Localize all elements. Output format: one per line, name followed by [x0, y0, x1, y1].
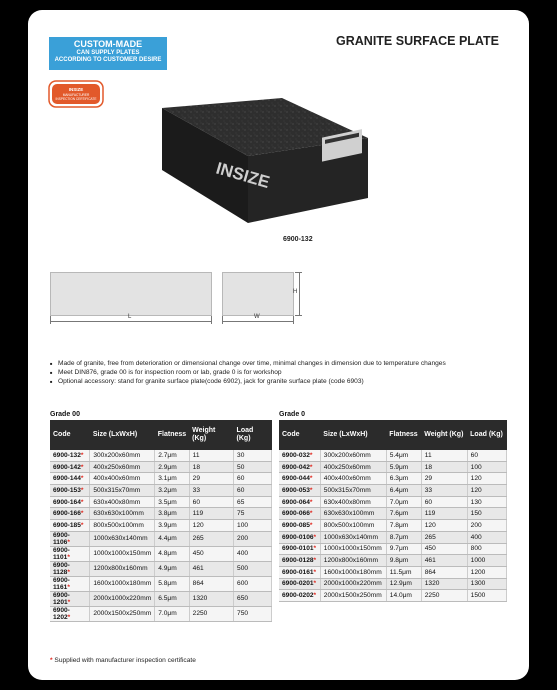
code-cell	[50, 606, 90, 621]
product-code: 6900-164	[53, 498, 81, 506]
weight-cell: 864	[421, 566, 467, 578]
badge-line: ACCORDING TO CUSTOMER DESIRE	[54, 57, 162, 63]
product-code: 6900-166	[53, 510, 81, 518]
badge-title: CUSTOM-MADE	[73, 39, 143, 49]
certificate-star-icon: *	[309, 510, 313, 518]
size-cell: 630x630x100mm	[90, 508, 155, 520]
size-cell: 2000x1500x250mm	[320, 590, 386, 602]
code-cell	[50, 508, 90, 520]
code-cell	[279, 578, 320, 590]
weight-cell: 11	[189, 450, 233, 461]
photo-caption: 6900-132	[283, 236, 313, 243]
code-cell	[279, 461, 320, 473]
load-cell: 650	[234, 591, 272, 606]
product-code: 6900-066	[282, 510, 310, 518]
certificate-star-icon: *	[80, 486, 84, 494]
code-cell	[279, 473, 320, 485]
table-row	[50, 450, 272, 461]
cert-brand: INSIZE	[68, 87, 84, 92]
product-code: 6900-144	[53, 475, 81, 483]
flatness-cell: 7.0μm	[155, 606, 189, 621]
weight-cell: 864	[189, 576, 233, 591]
dim-tick	[222, 316, 223, 324]
weight-cell: 18	[189, 461, 233, 473]
certificate-star-icon: *	[80, 451, 84, 459]
table-row	[50, 496, 272, 508]
certificate-star-icon: *	[309, 521, 313, 529]
code-cell	[50, 546, 90, 561]
weight-cell: 2250	[421, 590, 467, 602]
inspection-certificate-logo	[48, 80, 104, 108]
flatness-cell: 12.9μm	[386, 578, 421, 590]
code-cell	[279, 485, 320, 497]
weight-cell: 60	[421, 496, 467, 508]
load-cell: 1200	[467, 566, 506, 578]
dim-tick	[293, 316, 294, 324]
width-label: W	[254, 314, 260, 320]
load-cell: 30	[234, 450, 272, 461]
product-code: 6900-0202	[282, 592, 314, 600]
product-code: 6900-064	[282, 498, 310, 506]
table-row	[279, 555, 507, 567]
certificate-star-icon: *	[80, 498, 84, 506]
size-cell: 500x315x70mm	[320, 485, 386, 497]
table-row	[279, 566, 507, 578]
flatness-cell: 3.2μm	[155, 485, 189, 497]
flatness-cell: 4.8μm	[155, 546, 189, 561]
product-code: 6900-042	[282, 463, 310, 471]
flatness-cell: 9.8μm	[386, 555, 421, 567]
feature-notes	[50, 359, 450, 386]
flatness-cell: 6.3μm	[386, 473, 421, 485]
product-code: 6900-0101	[282, 545, 314, 553]
load-cell: 1500	[467, 590, 506, 602]
catalog-page	[28, 10, 529, 680]
size-cell: 400x250x60mm	[320, 461, 386, 473]
flatness-cell: 14.0μm	[386, 590, 421, 602]
product-code: 6900-1128	[53, 561, 70, 576]
table-row	[50, 606, 272, 621]
certificate-star-icon: *	[67, 568, 70, 576]
flatness-cell: 8.7μm	[386, 531, 421, 543]
table-row	[50, 531, 272, 546]
flatness-cell: 5.8μm	[155, 576, 189, 591]
height-dimension-line	[299, 272, 300, 316]
table-row	[50, 473, 272, 485]
flatness-cell: 11.5μm	[386, 566, 421, 578]
certificate-star-icon: *	[80, 510, 84, 518]
weight-cell: 450	[189, 546, 233, 561]
product-code: 6900-153	[53, 486, 81, 494]
load-cell: 100	[234, 520, 272, 532]
footnote	[50, 657, 196, 664]
table-row	[50, 546, 272, 561]
table-row	[279, 461, 507, 473]
table-row	[279, 520, 507, 532]
size-cell: 2000x1500x250mm	[90, 606, 155, 621]
certificate-star-icon: *	[80, 475, 84, 483]
note-item: ■ Made of granite, free from deterioration or dimensional change over time, minimal changes in dimension due to temperature changes	[50, 359, 450, 368]
weight-cell: 119	[421, 508, 467, 520]
certificate-star-icon: *	[313, 557, 317, 565]
table-row	[279, 473, 507, 485]
size-cell: 1600x1000x180mm	[90, 576, 155, 591]
product-code: 6900-0201	[282, 580, 314, 588]
table-row	[50, 461, 272, 473]
size-cell: 1200x800x160mm	[320, 555, 386, 567]
code-cell	[50, 485, 90, 497]
load-cell: 60	[234, 473, 272, 485]
product-code: 6900-085	[282, 521, 310, 529]
weight-cell: 120	[421, 520, 467, 532]
col-code: Code	[50, 420, 90, 450]
height-label: H	[293, 289, 298, 295]
code-cell	[279, 496, 320, 508]
flatness-cell: 5.9μm	[386, 461, 421, 473]
code-cell	[50, 496, 90, 508]
dim-tick	[211, 316, 212, 324]
table-row	[50, 508, 272, 520]
load-cell: 100	[467, 461, 506, 473]
footnote-star: *	[50, 657, 53, 664]
load-cell: 800	[467, 543, 506, 555]
flatness-cell: 6.5μm	[155, 591, 189, 606]
code-cell	[279, 590, 320, 602]
product-code: 6900-185	[53, 521, 81, 529]
plate-side-diagram	[222, 272, 294, 316]
weight-cell: 11	[421, 450, 467, 461]
size-cell: 800x500x100mm	[90, 520, 155, 532]
size-cell: 400x400x60mm	[320, 473, 386, 485]
size-cell: 400x400x60mm	[90, 473, 155, 485]
flatness-cell: 3.5μm	[155, 496, 189, 508]
note-item: ■ Optional accessory: stand for granite surface plate(code 6902), jack for granite surface plate (code 6903)	[50, 377, 450, 386]
table-row	[50, 520, 272, 532]
col-load: Load (Kg)	[467, 420, 506, 450]
load-cell: 750	[234, 606, 272, 621]
code-cell	[279, 555, 320, 567]
code-cell	[279, 520, 320, 532]
product-code: 6900-032	[282, 451, 310, 459]
weight-cell: 29	[189, 473, 233, 485]
size-cell: 300x200x60mm	[90, 450, 155, 461]
load-cell: 1300	[467, 578, 506, 590]
col-size: Size (LxWxH)	[90, 420, 155, 450]
size-cell: 800x500x100mm	[320, 520, 386, 532]
size-cell: 1600x1000x180mm	[320, 566, 386, 578]
load-cell: 65	[234, 496, 272, 508]
table-row	[50, 485, 272, 497]
dim-tick	[50, 316, 51, 324]
product-code: 6900-0161	[282, 568, 314, 576]
col-weight: Weight (Kg)	[421, 420, 467, 450]
flatness-cell: 5.4μm	[386, 450, 421, 461]
grade00-label: Grade 00	[50, 411, 80, 418]
code-cell	[279, 566, 320, 578]
weight-cell: 119	[189, 508, 233, 520]
load-cell: 130	[467, 496, 506, 508]
code-cell	[279, 508, 320, 520]
size-cell: 1200x800x160mm	[90, 561, 155, 576]
product-code: 6900-1106	[53, 531, 70, 546]
grade00-table	[50, 420, 272, 622]
size-cell: 400x250x60mm	[90, 461, 155, 473]
size-cell: 630x630x100mm	[320, 508, 386, 520]
size-cell: 2000x1000x220mm	[90, 591, 155, 606]
table-row	[279, 590, 507, 602]
table-row	[279, 578, 507, 590]
certificate-star-icon: *	[67, 538, 70, 546]
badge-line: CAN SUPPLY PLATES	[76, 50, 140, 56]
load-cell: 60	[467, 450, 506, 461]
certificate-star-icon: *	[309, 463, 313, 471]
code-cell	[50, 576, 90, 591]
certificate-star-icon: *	[309, 498, 313, 506]
flatness-cell: 4.9μm	[155, 561, 189, 576]
load-cell: 75	[234, 508, 272, 520]
size-cell: 300x200x60mm	[320, 450, 386, 461]
load-cell: 400	[234, 546, 272, 561]
code-cell	[279, 543, 320, 555]
product-code: 6900-0128	[282, 557, 314, 565]
table-row	[279, 496, 507, 508]
col-weight: Weight (Kg)	[189, 420, 233, 450]
certificate-star-icon: *	[67, 613, 71, 621]
code-cell	[279, 450, 320, 461]
size-cell: 1000x1000x150mm	[90, 546, 155, 561]
load-cell: 120	[467, 473, 506, 485]
weight-cell: 2250	[189, 606, 233, 621]
table-row	[50, 576, 272, 591]
length-label: L	[128, 314, 132, 320]
code-cell	[50, 450, 90, 461]
col-flatness: Flatness	[155, 420, 189, 450]
certificate-star-icon: *	[313, 580, 317, 588]
table-row	[50, 591, 272, 606]
size-cell: 1000x630x140mm	[90, 531, 155, 546]
weight-cell: 1320	[421, 578, 467, 590]
code-cell	[50, 591, 90, 606]
weight-cell: 29	[421, 473, 467, 485]
code-cell	[279, 531, 320, 543]
flatness-cell: 3.1μm	[155, 473, 189, 485]
certificate-star-icon: *	[313, 533, 317, 541]
cert-line: MANUFACTURER	[62, 93, 90, 97]
table-row	[50, 561, 272, 576]
certificate-star-icon: *	[309, 451, 313, 459]
custom-made-badge	[49, 37, 167, 70]
load-cell: 150	[467, 508, 506, 520]
grade0-table	[279, 420, 507, 602]
product-code: 6900-142	[53, 463, 81, 471]
col-size: Size (LxWxH)	[320, 420, 386, 450]
certificate-star-icon: *	[313, 592, 317, 600]
product-code: 6900-044	[282, 475, 310, 483]
weight-cell: 33	[421, 485, 467, 497]
size-cell: 1000x1000x150mm	[320, 543, 386, 555]
code-cell	[50, 561, 90, 576]
table-row	[279, 531, 507, 543]
flatness-cell: 2.9μm	[155, 461, 189, 473]
footnote-text: Supplied with manufacturer inspection certificate	[54, 657, 196, 664]
weight-cell: 120	[189, 520, 233, 532]
weight-cell: 461	[189, 561, 233, 576]
table-row	[279, 485, 507, 497]
product-code: 6900-132	[53, 451, 81, 459]
product-code: 6900-1161	[53, 576, 70, 591]
grade0-label: Grade 0	[279, 411, 306, 418]
load-cell: 60	[234, 485, 272, 497]
product-code: 6900-0106	[282, 533, 314, 541]
certificate-star-icon: *	[309, 475, 313, 483]
flatness-cell: 7.8μm	[386, 520, 421, 532]
certificate-star-icon: *	[309, 486, 313, 494]
weight-cell: 265	[421, 531, 467, 543]
weight-cell: 461	[421, 555, 467, 567]
certificate-star-icon: *	[80, 521, 84, 529]
product-code: 6900-1101	[53, 546, 70, 561]
code-cell	[50, 473, 90, 485]
size-cell: 500x315x70mm	[90, 485, 155, 497]
table-row	[279, 543, 507, 555]
certificate-star-icon: *	[313, 545, 317, 553]
col-load: Load (Kg)	[234, 420, 272, 450]
flatness-cell: 2.7μm	[155, 450, 189, 461]
code-cell	[50, 520, 90, 532]
col-flatness: Flatness	[386, 420, 421, 450]
weight-cell: 450	[421, 543, 467, 555]
size-cell: 1000x630x140mm	[320, 531, 386, 543]
weight-cell: 265	[189, 531, 233, 546]
certificate-star-icon: *	[313, 568, 317, 576]
length-dimension-line	[50, 321, 212, 322]
code-cell	[50, 531, 90, 546]
size-cell: 630x400x80mm	[320, 496, 386, 508]
certificate-star-icon: *	[67, 598, 71, 606]
flatness-cell: 7.6μm	[386, 508, 421, 520]
col-code: Code	[279, 420, 320, 450]
width-dimension-line	[222, 321, 294, 322]
weight-cell: 18	[421, 461, 467, 473]
load-cell: 1000	[467, 555, 506, 567]
page-title: GRANITE SURFACE PLATE	[336, 34, 499, 48]
certificate-star-icon: *	[67, 583, 70, 591]
table-row	[279, 450, 507, 461]
cert-line: INSPECTION CERTIFICATE	[55, 97, 97, 101]
code-cell	[50, 461, 90, 473]
plate-top-diagram	[50, 272, 212, 316]
table-row	[279, 508, 507, 520]
flatness-cell: 3.8μm	[155, 508, 189, 520]
flatness-cell: 6.4μm	[386, 485, 421, 497]
size-cell: 630x400x80mm	[90, 496, 155, 508]
product-code: 6900-1201	[53, 591, 70, 606]
flatness-cell: 7.0μm	[386, 496, 421, 508]
load-cell: 200	[234, 531, 272, 546]
weight-cell: 33	[189, 485, 233, 497]
load-cell: 400	[467, 531, 506, 543]
load-cell: 50	[234, 461, 272, 473]
weight-cell: 60	[189, 496, 233, 508]
photo-brand: INSIZE	[213, 158, 272, 192]
load-cell: 500	[234, 561, 272, 576]
product-code: 6900-053	[282, 486, 310, 494]
flatness-cell: 4.4μm	[155, 531, 189, 546]
product-code: 6900-1202	[53, 606, 70, 621]
flatness-cell: 3.9μm	[155, 520, 189, 532]
note-item: ■ Meet DIN876, grade 00 is for inspection room or lab, grade 0 is for workshop	[50, 368, 450, 377]
weight-cell: 1320	[189, 591, 233, 606]
load-cell: 600	[234, 576, 272, 591]
granite-plate-photo	[160, 98, 370, 233]
size-cell: 2000x1000x220mm	[320, 578, 386, 590]
certificate-star-icon: *	[67, 553, 70, 561]
certificate-star-icon: *	[80, 463, 84, 471]
load-cell: 200	[467, 520, 506, 532]
flatness-cell: 9.7μm	[386, 543, 421, 555]
load-cell: 120	[467, 485, 506, 497]
